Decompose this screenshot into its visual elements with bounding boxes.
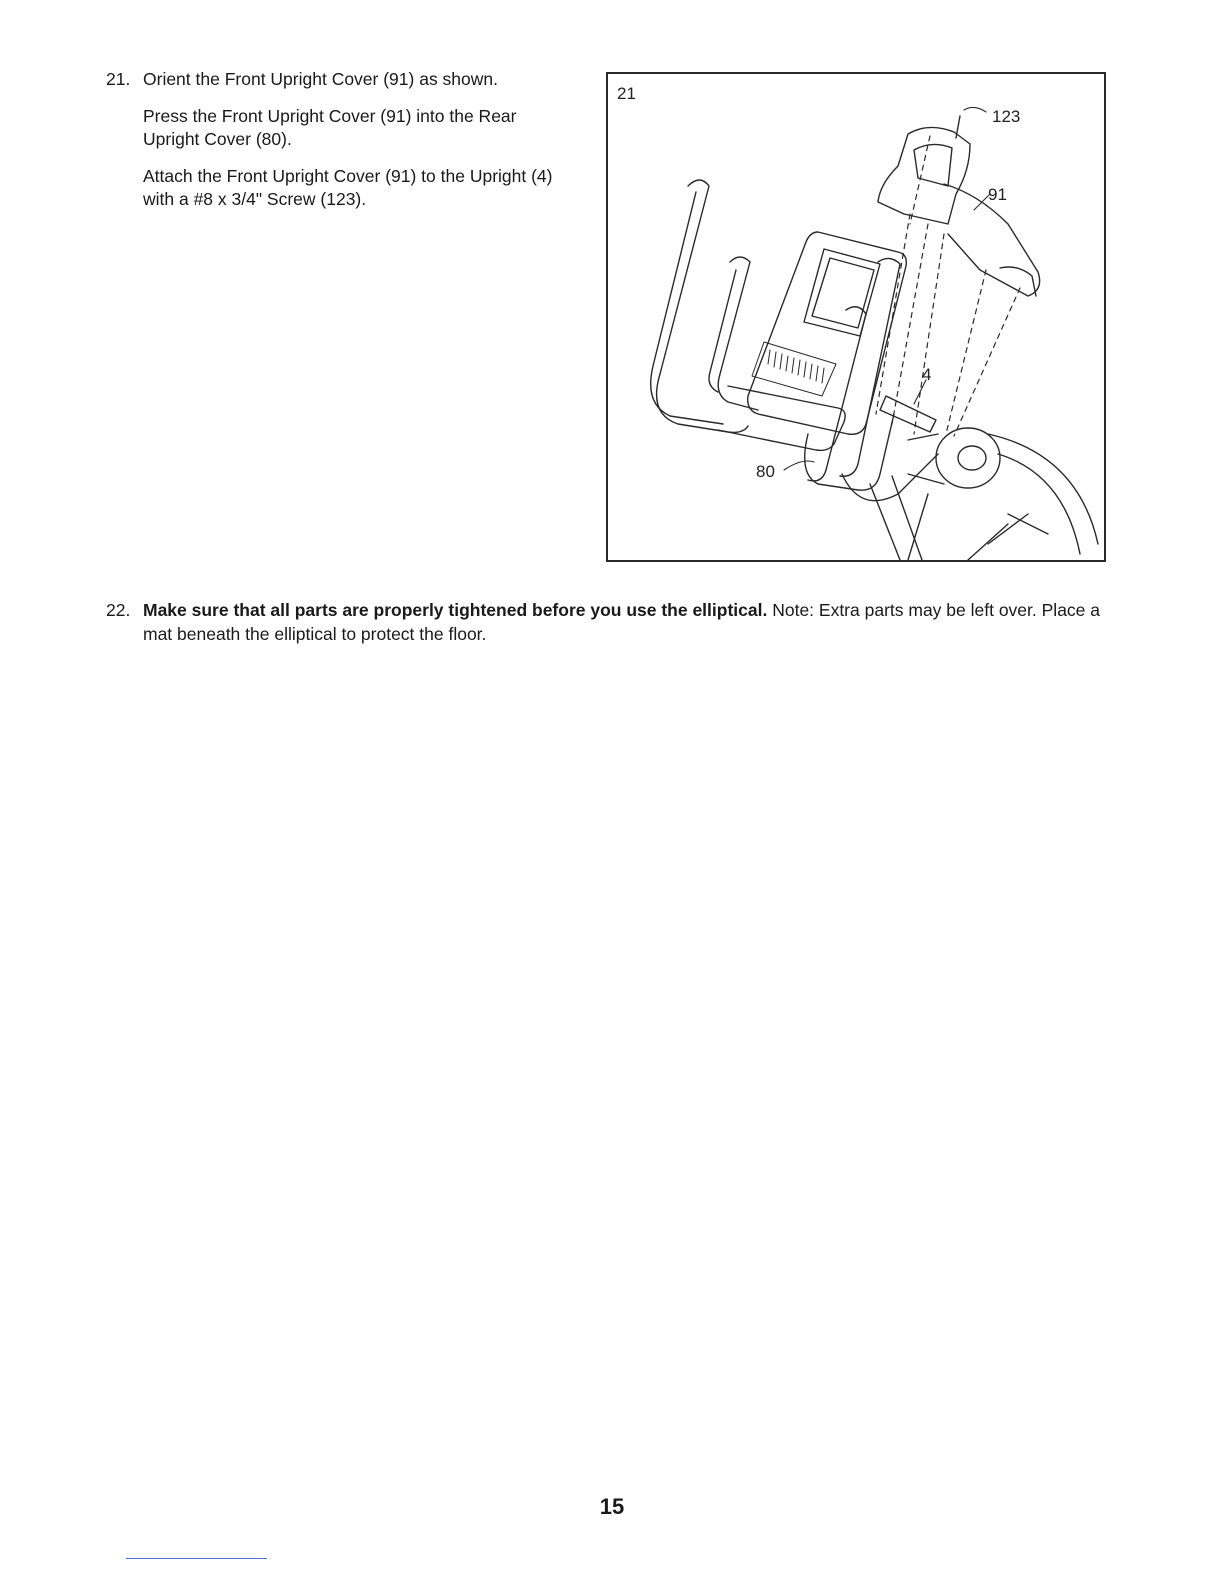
frame-legs: [870, 476, 928, 560]
callout-80: 80: [756, 462, 775, 481]
console-screen: [804, 249, 880, 336]
assembly-figure: [606, 72, 1106, 562]
flywheel-arc-inner: [998, 454, 1080, 554]
instruction-press: Press the Front Upright Cover (91) into the Rear Upright Cover (80).: [143, 106, 517, 149]
elliptical-console-drawing: [608, 74, 1104, 560]
callout-91: 91: [988, 185, 1007, 204]
page-number: 15: [599, 1494, 625, 1519]
footer-rule: [126, 1558, 267, 1559]
upright-neck: [805, 414, 894, 490]
step-21: [106, 68, 576, 225]
instruction-attach: Attach the Front Upright Cover (91) to the Upright (4) with a #8 x 3/4" Screw (123).: [143, 166, 553, 209]
step-number: 21.: [106, 69, 131, 89]
right-grip-b: [808, 307, 866, 481]
figure-step-label: 21: [617, 84, 636, 103]
left-outer-handlebar-inner: [651, 192, 723, 424]
right-grip-a: [840, 258, 900, 476]
pivot-hub: [936, 428, 1000, 488]
leader-80: [784, 461, 814, 470]
leader-123: [964, 107, 986, 112]
step-number: 22.: [106, 600, 131, 620]
upright-bracket: [880, 396, 936, 432]
left-outer-handlebar: [657, 180, 748, 432]
flywheel-spokes: [968, 514, 1048, 560]
callout-123: 123: [992, 107, 1021, 126]
pivot-hub-inner: [958, 446, 986, 470]
instruction-orient: Orient the Front Upright Cover (91) as shown.: [143, 69, 499, 89]
instruction-tighten: [143, 598, 1116, 646]
console-shelf: [718, 386, 845, 450]
lower-arm-curve: [842, 454, 938, 501]
callout-4: 4: [922, 365, 932, 384]
pivot-arm: [908, 434, 944, 484]
warning-text: Make sure that all parts are properly tightened before you use the elliptical.: [143, 600, 768, 620]
front-upright-cover: [878, 127, 970, 224]
step-22: [106, 598, 1116, 646]
note-text: Note: Extra parts may be left over. Place a mat beneath the elliptical to protect the floor.: [143, 600, 1100, 644]
